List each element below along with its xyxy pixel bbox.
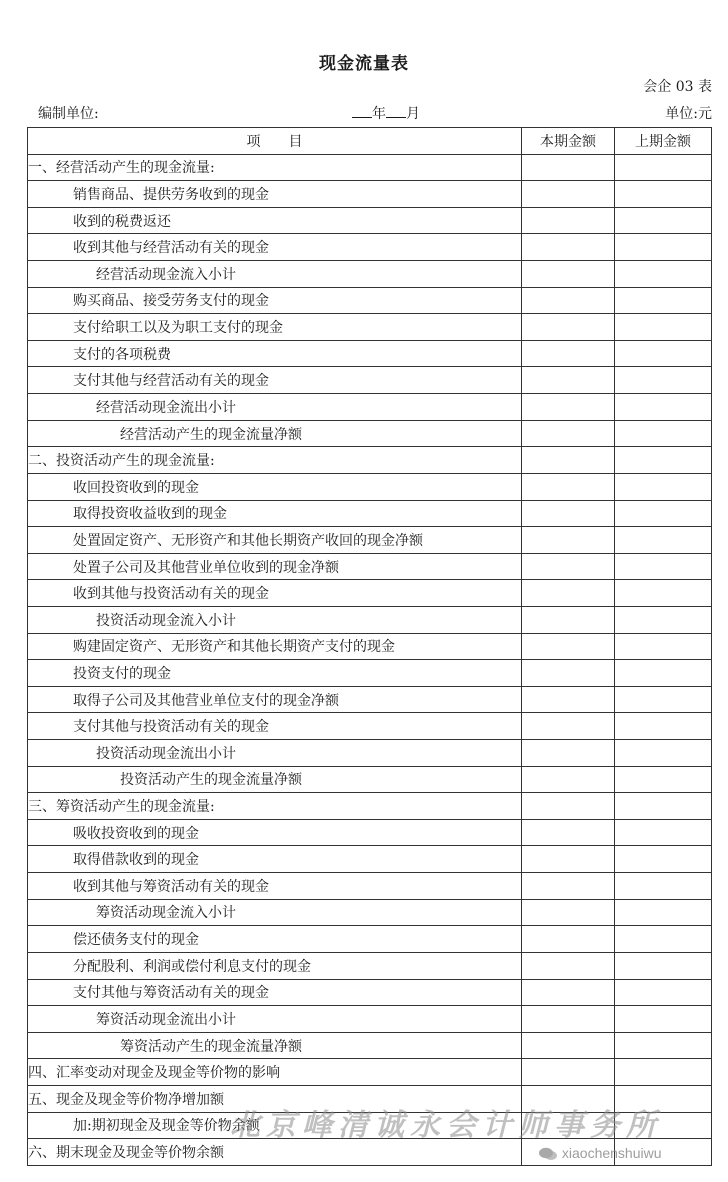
table-row [28, 606, 712, 633]
prior-period-amount-cell [615, 793, 712, 820]
row-item-label: 三、筹资活动产生的现金流量: [28, 793, 522, 820]
current-period-amount-cell [522, 553, 615, 580]
prior-period-amount-cell [615, 686, 712, 713]
row-item-label: 取得借款收到的现金 [28, 846, 522, 873]
prior-period-amount-cell [615, 740, 712, 767]
prior-period-amount-cell [615, 473, 712, 500]
row-item-label: 收到其他与筹资活动有关的现金 [28, 873, 522, 900]
current-period-amount-cell [522, 1032, 615, 1059]
current-period-amount-cell [522, 952, 615, 979]
row-item-label: 经营活动现金流出小计 [28, 394, 522, 421]
current-period-amount-cell [522, 580, 615, 607]
prior-period-amount-cell [615, 713, 712, 740]
row-item-label: 经营活动现金流入小计 [28, 261, 522, 288]
column-header-current-period: 本期金额 [522, 128, 615, 155]
table-row [28, 367, 712, 394]
prior-period-amount-cell [615, 660, 712, 687]
table-row [28, 766, 712, 793]
current-period-amount-cell [522, 713, 615, 740]
table-row [28, 181, 712, 208]
row-item-label: 偿还债务支付的现金 [28, 926, 522, 953]
current-period-amount-cell [522, 740, 615, 767]
current-period-amount-cell [522, 367, 615, 394]
row-item-label: 购买商品、接受劳务支付的现金 [28, 287, 522, 314]
prior-period-amount-cell [615, 287, 712, 314]
table-row [28, 1059, 712, 1086]
row-item-label: 二、投资活动产生的现金流量: [28, 447, 522, 474]
year-label: 年 [372, 106, 386, 122]
current-period-amount-cell [522, 527, 615, 554]
prior-period-amount-cell [615, 553, 712, 580]
current-period-amount-cell [522, 819, 615, 846]
prior-period-amount-cell [615, 1006, 712, 1033]
current-period-amount-cell [522, 1059, 615, 1086]
table-row [28, 740, 712, 767]
current-period-amount-cell [522, 287, 615, 314]
current-period-amount-cell [522, 154, 615, 181]
prior-period-amount-cell [615, 367, 712, 394]
prior-period-amount-cell [615, 420, 712, 447]
prior-period-amount-cell [615, 154, 712, 181]
current-period-amount-cell [522, 207, 615, 234]
table-row [28, 793, 712, 820]
table-row [28, 234, 712, 261]
row-item-label: 收到其他与经营活动有关的现金 [28, 234, 522, 261]
form-number: 会企 03 表 [643, 79, 712, 95]
current-period-amount-cell [522, 633, 615, 660]
table-row [28, 287, 712, 314]
current-period-amount-cell [522, 899, 615, 926]
table-row [28, 926, 712, 953]
row-item-label: 筹资活动产生的现金流量净额 [28, 1032, 522, 1059]
table-row [28, 314, 712, 341]
row-item-label: 收到其他与投资活动有关的现金 [28, 580, 522, 607]
current-period-amount-cell [522, 660, 615, 687]
current-period-amount-cell [522, 394, 615, 421]
prior-period-amount-cell [615, 766, 712, 793]
prior-period-amount-cell [615, 873, 712, 900]
prior-period-amount-cell [615, 899, 712, 926]
prior-period-amount-cell [615, 819, 712, 846]
row-item-label: 投资活动现金流出小计 [28, 740, 522, 767]
table-row [28, 686, 712, 713]
row-item-label: 购建固定资产、无形资产和其他长期资产支付的现金 [28, 633, 522, 660]
current-period-amount-cell [522, 500, 615, 527]
row-item-label: 投资活动产生的现金流量净额 [28, 766, 522, 793]
current-period-amount-cell [522, 473, 615, 500]
row-item-label: 处置子公司及其他营业单位收到的现金净额 [28, 553, 522, 580]
table-row [28, 394, 712, 421]
column-header-item: 项 目 [28, 128, 522, 155]
table-row [28, 527, 712, 554]
report-date [352, 103, 420, 123]
prior-period-amount-cell [615, 500, 712, 527]
table-row [28, 473, 712, 500]
row-item-label: 加:期初现金及现金等价物余额 [28, 1112, 522, 1139]
current-period-amount-cell [522, 926, 615, 953]
prior-period-amount-cell [615, 952, 712, 979]
prior-period-amount-cell [615, 527, 712, 554]
current-period-amount-cell [522, 340, 615, 367]
row-item-label: 处置固定资产、无形资产和其他长期资产收回的现金净额 [28, 527, 522, 554]
page-title: 现金流量表 [319, 54, 409, 74]
year-blank [352, 103, 372, 118]
row-item-label: 投资活动现金流入小计 [28, 606, 522, 633]
current-period-amount-cell [522, 846, 615, 873]
table-row [28, 1032, 712, 1059]
prior-period-amount-cell [615, 314, 712, 341]
table-row [28, 873, 712, 900]
month-blank [386, 103, 406, 118]
current-period-amount-cell [522, 261, 615, 288]
current-period-amount-cell [522, 686, 615, 713]
currency-unit: 单位:元 [665, 106, 712, 122]
prior-period-amount-cell [615, 846, 712, 873]
prior-period-amount-cell [615, 926, 712, 953]
current-period-amount-cell [522, 979, 615, 1006]
row-item-label: 筹资活动现金流出小计 [28, 1006, 522, 1033]
prior-period-amount-cell [615, 606, 712, 633]
prior-period-amount-cell [615, 340, 712, 367]
month-label: 月 [406, 106, 420, 122]
row-item-label: 支付其他与投资活动有关的现金 [28, 713, 522, 740]
table-body [28, 154, 712, 1165]
row-item-label: 吸收投资收到的现金 [28, 819, 522, 846]
prior-period-amount-cell [615, 1059, 712, 1086]
prior-period-amount-cell [615, 979, 712, 1006]
prior-period-amount-cell [615, 207, 712, 234]
row-item-label: 取得子公司及其他营业单位支付的现金净额 [28, 686, 522, 713]
preparer-label: 编制单位: [38, 106, 99, 122]
row-item-label: 筹资活动现金流入小计 [28, 899, 522, 926]
table-row [28, 660, 712, 687]
current-period-amount-cell [522, 1006, 615, 1033]
table-row [28, 979, 712, 1006]
table-row [28, 207, 712, 234]
current-period-amount-cell [522, 420, 615, 447]
table-row [28, 846, 712, 873]
current-period-amount-cell [522, 793, 615, 820]
row-item-label: 投资支付的现金 [28, 660, 522, 687]
row-item-label: 支付其他与筹资活动有关的现金 [28, 979, 522, 1006]
current-period-amount-cell [522, 181, 615, 208]
row-item-label: 收到的税费返还 [28, 207, 522, 234]
table-row [28, 447, 712, 474]
row-item-label: 四、汇率变动对现金及现金等价物的影响 [28, 1059, 522, 1086]
table-row [28, 154, 712, 181]
table-row [28, 500, 712, 527]
current-period-amount-cell [522, 314, 615, 341]
column-header-prior-period: 上期金额 [615, 128, 712, 155]
prior-period-amount-cell [615, 633, 712, 660]
cash-flow-table [27, 127, 712, 1166]
row-item-label: 六、期末现金及现金等价物余额 [28, 1139, 522, 1166]
prior-period-amount-cell [615, 181, 712, 208]
wechat-id: xiaochenshuiwu [561, 1145, 662, 1161]
table-row [28, 580, 712, 607]
table-row [28, 1006, 712, 1033]
table-row [28, 340, 712, 367]
table-row [28, 633, 712, 660]
row-item-label: 五、现金及现金等价物净增加额 [28, 1085, 522, 1112]
wechat-watermark [538, 1145, 662, 1161]
prior-period-amount-cell [615, 234, 712, 261]
table-row [28, 261, 712, 288]
table-row [28, 952, 712, 979]
wechat-icon [538, 1147, 558, 1161]
table-row [28, 713, 712, 740]
current-period-amount-cell [522, 766, 615, 793]
prior-period-amount-cell [615, 394, 712, 421]
prior-period-amount-cell [615, 261, 712, 288]
row-item-label: 销售商品、提供劳务收到的现金 [28, 181, 522, 208]
table-row [28, 819, 712, 846]
row-item-label: 支付其他与经营活动有关的现金 [28, 367, 522, 394]
row-item-label: 一、经营活动产生的现金流量: [28, 154, 522, 181]
table-header-row [28, 128, 712, 155]
current-period-amount-cell [522, 873, 615, 900]
row-item-label: 取得投资收益收到的现金 [28, 500, 522, 527]
prior-period-amount-cell [615, 447, 712, 474]
table-row [28, 899, 712, 926]
current-period-amount-cell [522, 447, 615, 474]
row-item-label: 收回投资收到的现金 [28, 473, 522, 500]
row-item-label: 支付的各项税费 [28, 340, 522, 367]
table-row [28, 420, 712, 447]
table-row [28, 553, 712, 580]
current-period-amount-cell [522, 234, 615, 261]
row-item-label: 经营活动产生的现金流量净额 [28, 420, 522, 447]
watermark-firm-name: 北京峰清诚永会计师事务所 [230, 1108, 662, 1143]
row-item-label: 支付给职工以及为职工支付的现金 [28, 314, 522, 341]
prior-period-amount-cell [615, 1032, 712, 1059]
prior-period-amount-cell [615, 580, 712, 607]
current-period-amount-cell [522, 606, 615, 633]
row-item-label: 分配股利、利润或偿付利息支付的现金 [28, 952, 522, 979]
